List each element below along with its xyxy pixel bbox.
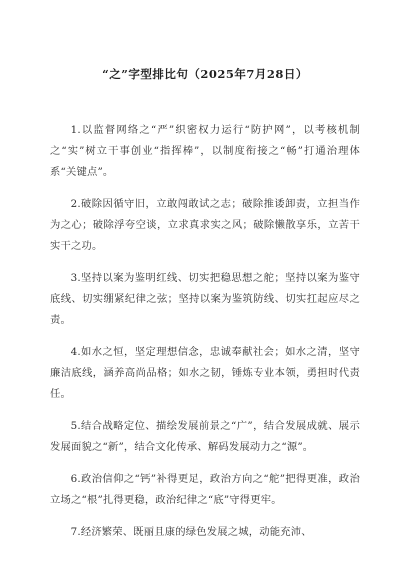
paragraph-7: 7.经济繁荣、既丽且康的绿色发展之城，动能充沛、 [70, 526, 312, 538]
document-title: “之”字型排比句（2025年7月28日） [102, 67, 308, 81]
paragraph-4: 4.如水之恒，坚定理想信念，忠诚奉献社会；如水之清，坚守廉洁底线，涵养高尚品格；如水之韧，锤炼专业本领，勇担时代责任。 [50, 346, 360, 400]
paragraph-6: 6.政治信仰之“钙”补得更足，政治方向之“舵”把得更准，政治立场之“根”扎得更稳，政治纪律之“底”守得更牢。 [50, 473, 360, 506]
document-body [50, 120, 360, 543]
paragraph-5: 5.结合战略定位、描绘发展前景之“广”，结合发展成就、展示发展面貌之“新”，结合文化传承、解码发展动力之“源”。 [50, 420, 360, 453]
paragraph-3: 3.坚持以案为鉴明红线、切实把稳思想之舵；坚持以案为鉴守底线、切实绷紧纪律之弦；坚持以案为鉴筑防线、切实扛起应尽之责。 [50, 272, 360, 326]
paragraph-2: 2.破除因循守旧，立敢闯敢试之志；破除推诿卸责，立担当作为之心；破除浮夸空谈，立求真求实之风；破除懒散享乐，立苦干实干之功。 [50, 198, 360, 252]
paragraph-1: 1.以监督网络之“严”织密权力运行“防护网”，以考核机制之“实”树立干事创业“指挥棒”，以制度衔接之“畅”打通治理体系“关键点”。 [50, 124, 360, 178]
